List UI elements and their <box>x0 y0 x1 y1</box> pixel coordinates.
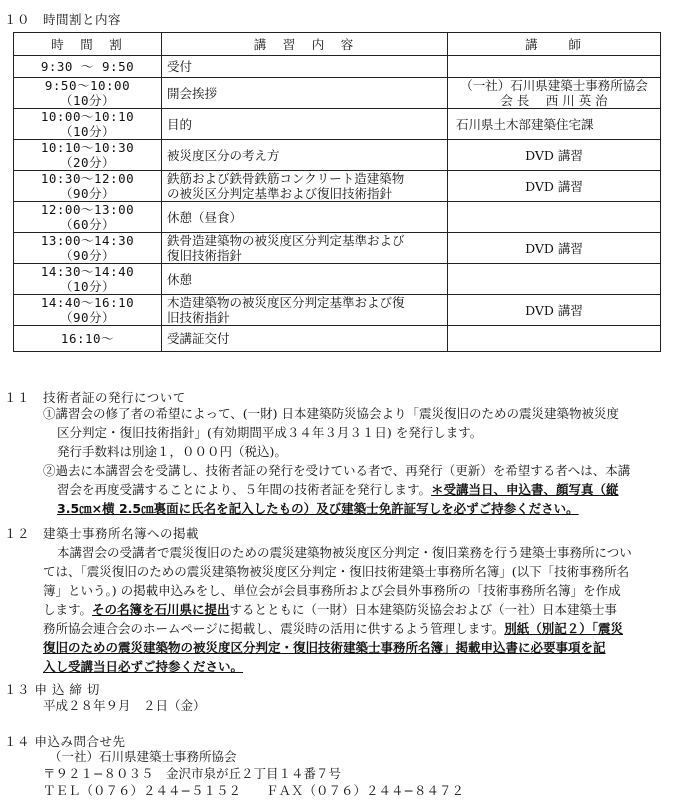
schedule-instructor <box>448 78 661 109</box>
schedule-instructor <box>448 295 661 326</box>
schedule-row <box>14 109 661 140</box>
schedule-instructor <box>448 326 661 352</box>
s12-bold-3: 復旧のための震災建築物の被災度区分判定・復旧技術建築士事務所名簿」掲載申込書に必要事項を記 <box>43 640 606 655</box>
s12-bold-4: 入し受講当日必ずご持参ください。 <box>43 659 244 674</box>
schedule-time <box>14 140 162 171</box>
instructor-line: DVD 講習 <box>525 240 583 256</box>
s12-line-2: ては、「震災復旧のための震災建築物被災度区分判定・復旧技術建築士事務所名簿」(以下「技術事務所名 <box>43 564 630 579</box>
deadline-date: 平成２８年９月 ２日（金） <box>43 698 206 713</box>
s11-line-5: 習会を再度受講することにより、５年間の技術者証を発行します。 <box>57 482 432 497</box>
s12-line-5: するとともに（一財）日本建築防災協会および（一社）日本建築士事 <box>229 602 618 617</box>
schedule-time <box>14 202 162 233</box>
schedule-content <box>162 56 448 78</box>
schedule-content <box>162 295 448 326</box>
time-range: 9:30 ～ 9:50 <box>40 59 135 74</box>
contact-org: （一社）石川県建築士事務所協会 <box>49 749 237 764</box>
schedule-content <box>162 109 448 140</box>
section12-body <box>43 543 632 676</box>
section11-body <box>43 404 630 518</box>
header-content: 講 習 内 容 <box>162 33 448 56</box>
s11-line-2: 区分判定・復旧技術指針」(有効期間平成３４年３月３１日) を発行します。 <box>57 425 483 440</box>
time-duration: （10分） <box>59 279 116 294</box>
content-line: 復旧技術指針 <box>167 248 243 263</box>
time-range: 12:00～13:00 <box>40 202 135 217</box>
section11-title: １１ 技術者証の発行について <box>4 390 186 405</box>
content-line: 休憩（昼食） <box>167 209 243 225</box>
instructor-line: 会 長 西 川 英 治 <box>500 93 608 108</box>
time-range: 14:30～14:40 <box>40 264 135 279</box>
content-line: 鉄筋および鉄骨鉄筋コンクリート造建築物 <box>167 171 405 186</box>
content-line: 旧技術指針 <box>167 310 230 325</box>
content-line: 鉄骨造建築物の被災度区分判定基準および <box>167 233 405 248</box>
schedule-row <box>14 264 661 295</box>
schedule-instructor <box>448 56 661 78</box>
schedule-row <box>14 295 661 326</box>
s11-bold-1: ＊受講当日、申込書、顔写真（縦 <box>431 482 619 497</box>
schedule-content <box>162 326 448 352</box>
header-instructor: 講 師 <box>448 33 661 56</box>
instructor-line: DVD 講習 <box>525 147 583 163</box>
time-duration: （60分） <box>59 217 116 232</box>
schedule-time <box>14 109 162 140</box>
schedule-table <box>13 32 661 352</box>
s12-bold-1: その名簿を石川県に提出 <box>92 602 230 617</box>
section14-title: １４ 申込み問合せ先 <box>4 734 126 749</box>
schedule-content <box>162 171 448 202</box>
time-duration: （90分） <box>59 248 116 263</box>
s11-line-4: ②過去に本講習会を受講し、技術者証の発行を受けている者で、再発行（更新）を希望する者へは、本講 <box>43 463 631 478</box>
instructor-line: DVD 講習 <box>525 178 583 194</box>
content-line: 受講証交付 <box>167 331 230 346</box>
time-duration: （90分） <box>59 186 116 201</box>
instructor-line: DVD 講習 <box>525 302 583 318</box>
schedule-row <box>14 171 661 202</box>
schedule-instructor <box>448 171 661 202</box>
s11-line-3: 発行手数料は別途１，０００円（税込)。 <box>57 444 287 459</box>
section13-title: １３ 申 込 締 切 <box>4 682 100 697</box>
schedule-time <box>14 233 162 264</box>
schedule-content <box>162 78 448 109</box>
s11-line-1: ①講習会の修了者の希望によって、(一財) 日本建築防災協会より「震災復旧のための震災建築物被災度 <box>43 406 619 421</box>
schedule-time <box>14 295 162 326</box>
schedule-header-row <box>14 33 661 56</box>
content-line: 被災度区分の考え方 <box>167 147 280 163</box>
schedule-row <box>14 78 661 109</box>
schedule-content <box>162 233 448 264</box>
schedule-time <box>14 56 162 78</box>
time-range: 10:30～12:00 <box>40 171 135 186</box>
section10-title: １０ 時間割と内容 <box>4 12 122 27</box>
schedule-time <box>14 326 162 352</box>
s12-bold-2: 別紙（別記２）「震災 <box>504 621 624 636</box>
s12-line-6: 務所協会連合会のホームページに掲載し、震災時の活用に供するよう管理します。 <box>43 621 505 636</box>
schedule-instructor <box>448 264 661 295</box>
schedule-instructor <box>448 202 661 233</box>
content-line: 休憩 <box>167 271 193 287</box>
content-line: の被災区分判定基準および復旧技術指針 <box>167 186 393 201</box>
time-range: 14:40～16:10 <box>40 295 135 310</box>
schedule-time <box>14 171 162 202</box>
schedule-content <box>162 202 448 233</box>
time-range: 16:10～ <box>60 331 115 346</box>
content-line: 木造建築物の被災度区分判定基準および復 <box>167 295 405 310</box>
s12-line-3: 簿」という。) の掲載申込みをし、単位会が会員事務所および会員外事務所の「技術事務所名簿」を作成 <box>43 583 621 598</box>
s12-line-1: 本講習会の受講者で震災復旧のための震災建築物被災度区分判定・復旧業務を行う建築士事務所につい <box>57 545 632 560</box>
contact-address: 〒９２１−８０３５ 金沢市泉が丘２丁目１４番７号 <box>43 766 341 781</box>
time-duration: （20分） <box>59 155 116 170</box>
content-line: 開会挨拶 <box>167 85 218 101</box>
s12-line-4: します。 <box>43 602 93 617</box>
instructor-line: （一社）石川県建築士事務所協会 <box>460 78 648 93</box>
schedule-instructor <box>448 109 661 140</box>
time-duration: （10分） <box>59 124 116 139</box>
time-range: 10:00～10:10 <box>40 109 135 124</box>
time-range: 10:10～10:30 <box>40 140 135 155</box>
header-time: 時 間 割 <box>14 33 162 56</box>
time-range: 9:50～10:00 <box>44 78 131 93</box>
schedule-row <box>14 202 661 233</box>
time-duration: （10分） <box>59 93 116 108</box>
time-range: 13:00～14:30 <box>40 233 135 248</box>
schedule-time <box>14 78 162 109</box>
section12-title: １２ 建築士事務所名簿への掲載 <box>4 526 200 541</box>
contact-block <box>43 748 464 799</box>
schedule-body <box>14 56 661 352</box>
schedule-time <box>14 264 162 295</box>
content-line: 受付 <box>167 59 193 74</box>
schedule-row <box>14 326 661 352</box>
schedule-content <box>162 140 448 171</box>
instructor-line: 石川県土木部建築住宅課 <box>456 116 594 132</box>
schedule-instructor <box>448 233 661 264</box>
schedule-instructor <box>448 140 661 171</box>
time-duration: （90分） <box>59 310 116 325</box>
schedule-row <box>14 233 661 264</box>
schedule-content <box>162 264 448 295</box>
schedule-row <box>14 56 661 78</box>
content-line: 目的 <box>167 116 193 132</box>
schedule-row <box>14 140 661 171</box>
s11-bold-2: 3.5㎝×横 2.5㎝裏面に氏名を記入したもの）及び建築士免許証写しを必ずご持参ください。 <box>57 501 579 516</box>
contact-tel-fax: ＴＥＬ（０７６）２４４−５１５２ ＦＡＸ（０７６）２４４−８４７２ <box>43 783 464 798</box>
